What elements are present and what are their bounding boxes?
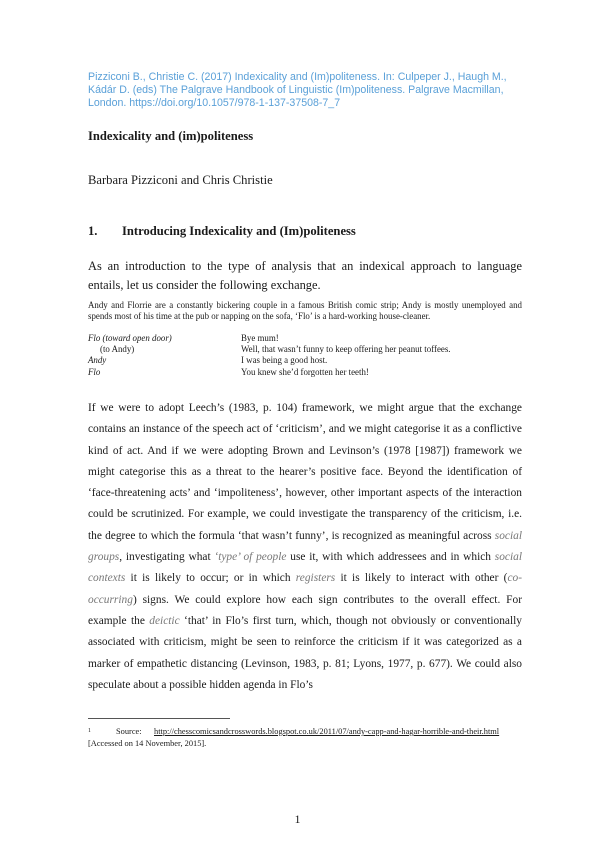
- dialogue-row: [88, 355, 522, 366]
- footnote-divider: [88, 718, 230, 719]
- body-text-run: If we were to adopt Leech’s (1983, p. 104) framework, we might argue that the exchange contains an instance of the speech act of ‘criticism’, and we might categorise it as a conflictive kind of act. And if we were adopting Brown and Levinson’s (1978 [1987]) framework we might categorise this as a threat to the hearer’s positive face. Beyond the identification of ‘face-threatening acts’ and ‘impoliteness’, however, other important aspects of the interaction could be scrutinized. For example, we could investigate the transparency of the criticism, i.e. the degree to which the formula ‘that wasn’t funny’, is recognized as meaningful across: [88, 402, 522, 542]
- citation-header: Pizziconi B., Christie C. (2017) Indexicality and (Im)politeness. In: Culpeper J., Haugh M., Kádár D. (eds) The Palgrave Handbook of Linguistic (Im)politeness. Palgrave Macmillan, London. https://doi.org/10.1057/978-1-137-37508-7_7: [88, 71, 507, 109]
- body-paragraph: [88, 398, 522, 696]
- dialogue-speaker: (to Andy): [100, 344, 135, 355]
- body-text-run: it is likely to interact with other (: [335, 572, 508, 585]
- dialogue-speaker: Andy: [88, 355, 107, 366]
- dialogue-row: [88, 367, 522, 378]
- dialogue-speaker: Flo (toward open door): [88, 333, 172, 343]
- emphasis-term: social groups: [88, 529, 522, 564]
- dialogue-transcript: [88, 333, 522, 378]
- dialogue-speaker: Flo: [88, 366, 101, 377]
- body-text-run: use it, with which addressees and in which: [286, 551, 495, 564]
- emphasis-term: social contexts: [88, 551, 522, 585]
- page-number: 1: [294, 812, 301, 826]
- footnote-marker: 1: [88, 728, 91, 734]
- paper-title: Indexicality and (im)politeness: [88, 129, 254, 143]
- intro-paragraph: As an introduction to the type of analysis that an indexical approach to language entails, let us consider the following exchange.: [88, 259, 522, 292]
- dialogue-line: Bye mum!: [241, 333, 279, 343]
- section-number: 1.: [88, 224, 98, 238]
- author-list: Barbara Pizziconi and Chris Christie: [88, 173, 273, 187]
- footnote-label: Source:: [116, 727, 142, 736]
- dialogue-row: [88, 333, 522, 344]
- section-title: Introducing Indexicality and (Im)politeness: [122, 224, 356, 238]
- dialogue-line: You knew she’d forgotten her teeth!: [241, 366, 369, 377]
- body-text-run: ‘that’ in Flo’s first turn, which, though not obviously or conventionally associated with criticism, might be seen to reinforce the criticism if it was categorized as a marker of empathetic distancing (Levinson, 1983, p. 81; Lyons, 1977, p. 677). We could also speculate about a possible hidden agenda in Flo’s: [88, 614, 522, 691]
- comic-context-note: Andy and Florrie are a constantly bickering couple in a famous British comic strip; Andy is mostly unemployed and spends most of his time at the pub or napping on the sofa, ‘Flo’ is a hard-working house-cleaner.: [88, 300, 522, 321]
- section-heading: [88, 224, 356, 239]
- footnote-source-link[interactable]: http://chesscomicsandcrosswords.blogspot.co.uk/2011/07/andy-capp-and-hagar-horrible-and-their.html: [154, 727, 500, 736]
- dialogue-line: Well, that wasn’t funny to keep offering her peanut toffees.: [241, 344, 451, 355]
- dialogue-line: I was being a good host.: [241, 355, 328, 366]
- emphasis-term: registers: [295, 572, 336, 585]
- dialogue-row: [88, 344, 522, 355]
- footnote-accessed: [Accessed on 14 November, 2015].: [88, 738, 207, 748]
- body-text-run: it is likely to occur; or in which: [125, 572, 296, 585]
- footnote: [88, 726, 522, 749]
- body-text-run: ) signs. We could explore how each sign contributes to the overall effect. For example the: [88, 593, 522, 627]
- emphasis-term: deictic: [149, 614, 180, 627]
- emphasis-term: co-occurring: [88, 572, 522, 606]
- emphasis-term: ‘type’ of people: [214, 551, 287, 564]
- body-text-run: , investigating what: [119, 551, 215, 564]
